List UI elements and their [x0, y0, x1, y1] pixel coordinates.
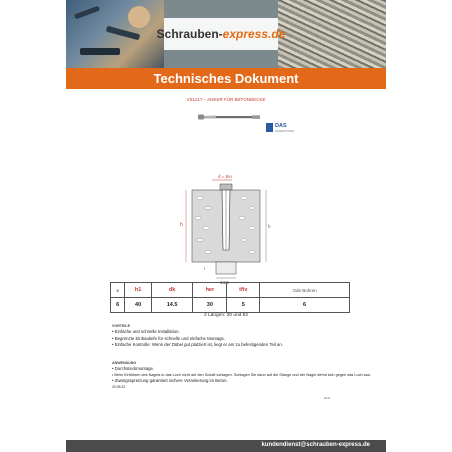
- brand-name: DAS: [275, 123, 287, 129]
- table-cell: 30: [193, 298, 227, 313]
- logo-accent-text: express.de: [222, 27, 286, 41]
- footer-email-link[interactable]: kundendienst@schrauben-express.de: [261, 442, 370, 448]
- product-code: VS1217 – ANKER FÜR BETONDECKE: [186, 97, 266, 102]
- advantages-title: VORTEILE: [112, 324, 130, 328]
- label-dim: 14,5: [220, 280, 229, 285]
- table-cell: 14.5: [151, 298, 193, 313]
- table-cell: 6: [111, 298, 125, 313]
- document-date: 20.05.22: [112, 385, 126, 390]
- header-banner: [66, 0, 386, 68]
- table-header-cell: h1: [125, 283, 151, 298]
- application-section: [112, 360, 372, 391]
- list-item: • Einfache Kontrolle: Wenn der Dübel gut platziert ist, liegt er am zu befestigenden Teil an.: [112, 342, 283, 348]
- logo-main-text: Schrauben-: [156, 27, 223, 41]
- list-item: • Einfache und schnelle Installation.: [112, 329, 180, 335]
- brand-tagline: ANKERSYSTEM: [275, 130, 294, 133]
- footer-bar: [66, 440, 386, 452]
- table-header-cell: her: [193, 283, 227, 298]
- list-item: • Zwangsspreizung garantiert sichere Verankerung im Beton.: [112, 378, 228, 384]
- spec-table: [110, 282, 350, 313]
- document-page: [66, 0, 386, 452]
- label-d: d = tnn: [218, 174, 232, 179]
- tools-photo: [66, 0, 164, 68]
- table-row: [111, 298, 350, 313]
- table-header-cell: Ode Bohren: [260, 283, 350, 298]
- list-item: • Begrenzte Einbautiefe für schnelle und einfache Montage.: [112, 335, 226, 341]
- document-title: Technisches Dokument: [153, 71, 299, 86]
- length-note: 2 Längen: 30 und 62: [203, 313, 248, 318]
- table-cell: 6: [260, 298, 350, 313]
- label-tfix: t: [204, 266, 206, 271]
- table-header-row: [111, 283, 350, 298]
- table-cell: 5: [227, 298, 260, 313]
- label-hef: h: [180, 222, 183, 228]
- company-logo[interactable]: [156, 18, 286, 50]
- screws-photo: [278, 0, 386, 68]
- advantages-section: [112, 323, 372, 349]
- title-bar: [66, 68, 386, 89]
- brand-logo: [266, 123, 306, 137]
- list-item: • Durchsteckmontage.: [112, 366, 155, 372]
- table-cell: 40: [125, 298, 151, 313]
- table-header-cell: ø: [111, 283, 125, 298]
- list-item: • Beim Einführen des Nagels in das Loch nicht auf den Schaft schlagen. Schlagen Sie dann auf die Stange und der Nagel dehnt sich gegen das Loch aus.: [112, 372, 371, 377]
- brand-mark-icon: [266, 123, 273, 132]
- table-header-cell: tfiv: [227, 283, 260, 298]
- label-h: h: [268, 224, 271, 229]
- side-tag: HFN: [324, 396, 331, 400]
- application-title: ANWENDUNG: [112, 361, 137, 365]
- anchor-image: [196, 113, 262, 121]
- table-header-cell: dk: [151, 283, 193, 298]
- installation-diagram: [176, 170, 276, 288]
